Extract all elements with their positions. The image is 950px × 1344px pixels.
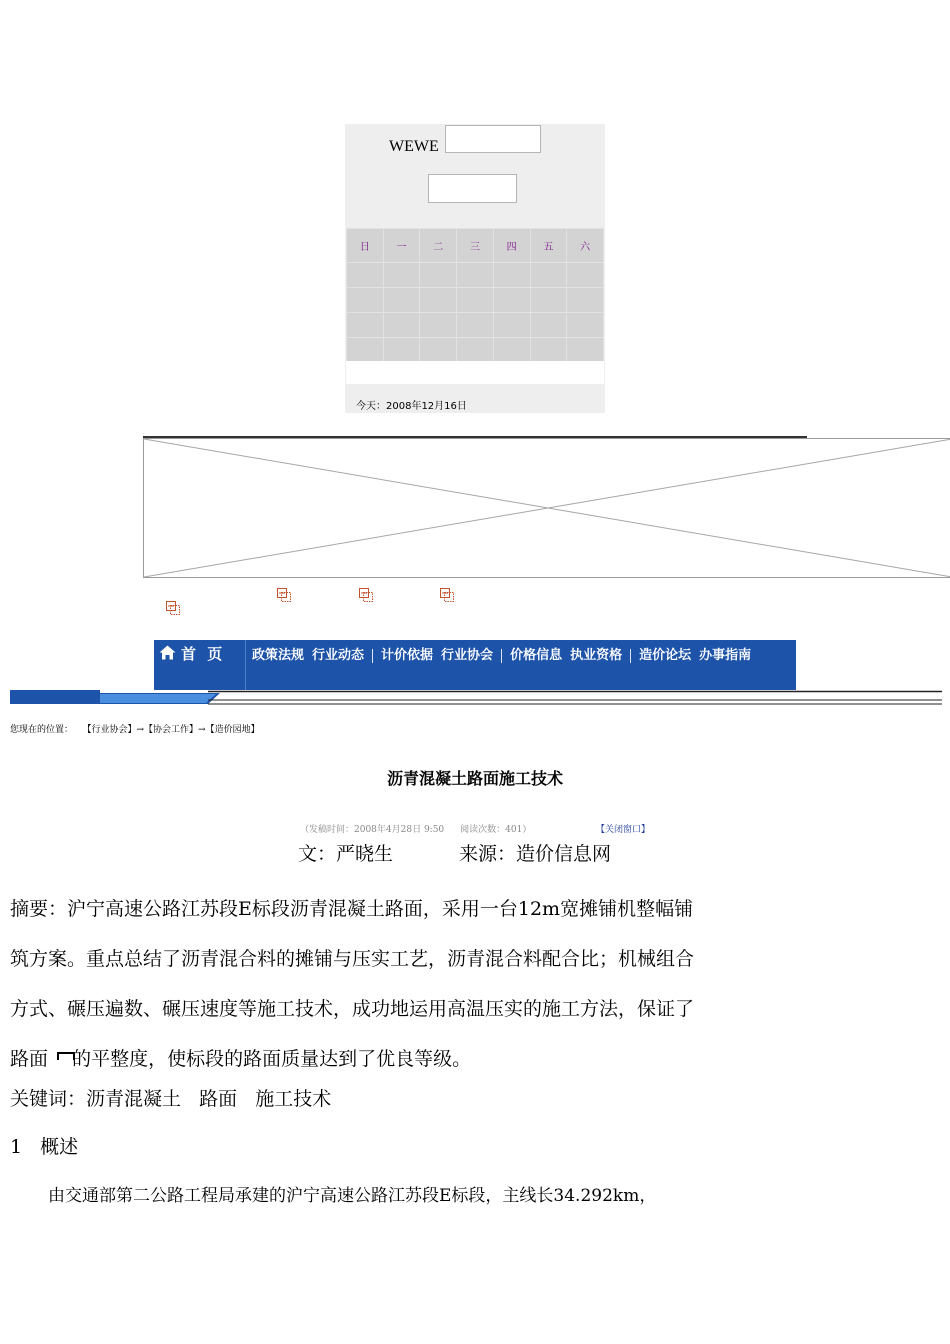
calendar-today-label: 今天：2008年12月16日 [356,401,467,412]
nav-links [252,644,759,663]
broken-image-icon [359,588,373,602]
broken-image-cross-icon [144,439,950,577]
section-title: 概述 [40,1136,79,1158]
article-author: 文：严晓生 [298,843,394,865]
calendar-cell[interactable] [567,338,604,363]
breadcrumb [10,722,260,735]
calendar-cell[interactable] [383,338,420,363]
home-icon [159,645,176,660]
article-source: 来源：造价信息网 [459,843,612,865]
nav-separator [501,649,502,663]
calendar-cell[interactable] [457,263,494,288]
calendar-cell[interactable] [383,313,420,338]
calendar-cell[interactable] [493,313,530,338]
calendar-cell[interactable] [420,263,457,288]
calendar-cell[interactable] [567,263,604,288]
nav-link-pricing-basis[interactable]: 计价依据 [381,648,434,663]
abstract-paragraph [10,884,830,1084]
inline-mark-icon [57,1049,75,1061]
calendar-cell[interactable] [457,288,494,313]
calendar-widget [345,124,605,413]
calendar-year-field[interactable] [445,125,541,153]
calendar-grid [346,228,604,363]
nav-link-qualification[interactable]: 执业资格 [570,648,623,663]
calendar-cell[interactable] [420,338,457,363]
calendar-cell[interactable] [347,263,384,288]
calendar-cell[interactable] [383,288,420,313]
article-byline [298,839,611,866]
broken-image-icon [440,588,454,602]
calendar-cell[interactable] [493,288,530,313]
keywords-line: 关键词：沥青混凝土 路面 施工技术 [10,1088,332,1110]
breadcrumb-label: 您现在的位置： [10,725,74,735]
publish-time: （发稿时间：2008年4月28日 9:50 [300,825,445,835]
calendar-cell[interactable] [457,313,494,338]
main-nav-bar [154,640,796,690]
section-number: 1 [10,1136,23,1158]
calendar-title: WEWE [389,138,439,155]
calendar-cell[interactable] [347,313,384,338]
section-heading [10,1132,78,1159]
calendar-cell[interactable] [530,313,567,338]
calendar-month-field[interactable] [428,174,517,203]
weekday-thu: 四 [493,229,530,263]
close-window-link[interactable]: 【关闭窗口】 [596,825,651,835]
nav-link-guide[interactable]: 办事指南 [699,648,752,663]
abstract-line: 方式、碾压遍数、碾压速度等施工技术，成功地运用高温压实的施工方法，保证了 [10,998,695,1020]
broken-image-icon [166,601,180,615]
calendar-cell[interactable] [530,288,567,313]
weekday-tue: 二 [420,229,457,263]
calendar-cell[interactable] [530,338,567,363]
nav-link-forum[interactable]: 造价论坛 [639,648,692,663]
nav-separator [630,649,631,663]
calendar-cell[interactable] [567,313,604,338]
abstract-line: 筑方案。重点总结了沥青混合料的摊铺与压实工艺，沥青混合料配合比；机械组合 [10,948,695,970]
broken-image-icon [277,588,291,602]
nav-link-association[interactable]: 行业协会 [441,648,494,663]
weekday-mon: 一 [383,229,420,263]
calendar-cell[interactable] [347,338,384,363]
body-paragraph: 由交通部第二公路工程局承建的沪宁高速公路江苏段E标段，主线长34.292km， [48,1186,657,1206]
banner-image-placeholder [143,438,950,578]
article-title: 沥青混凝土路面施工技术 [386,769,563,788]
calendar-cell[interactable] [420,313,457,338]
weekday-sat: 六 [567,229,604,263]
calendar-cell[interactable] [493,263,530,288]
calendar-cell[interactable] [457,338,494,363]
calendar-cell[interactable] [493,338,530,363]
weekday-fri: 五 [530,229,567,263]
calendar-cell[interactable] [567,288,604,313]
weekday-wed: 三 [457,229,494,263]
read-count: 阅读次数：401） [460,825,532,835]
breadcrumb-trail[interactable]: 【行业协会】→【协会工作】→【造价园地】 [87,725,260,735]
nav-underline-decoration [10,690,942,708]
nav-link-news[interactable]: 行业动态 [312,648,365,663]
calendar-cell[interactable] [383,263,420,288]
nav-link-policy[interactable]: 政策法规 [252,648,305,663]
weekday-sun: 日 [347,229,384,263]
abstract-line: 路面 的平整度，使标段的路面质量达到了优良等级。 [10,1048,472,1070]
nav-link-price-info[interactable]: 价格信息 [510,648,563,663]
calendar-cell[interactable] [347,288,384,313]
calendar-cell[interactable] [420,288,457,313]
nav-home-button[interactable] [154,640,246,690]
calendar-footer-strip [346,361,604,384]
article-meta [300,822,651,835]
nav-home-label: 首 页 [181,645,226,663]
calendar-cell[interactable] [530,263,567,288]
abstract-line: 摘要：沪宁高速公路江苏段E标段沥青混凝土路面，采用一台12m宽摊铺机整幅铺 [10,898,694,920]
nav-separator [372,649,373,663]
